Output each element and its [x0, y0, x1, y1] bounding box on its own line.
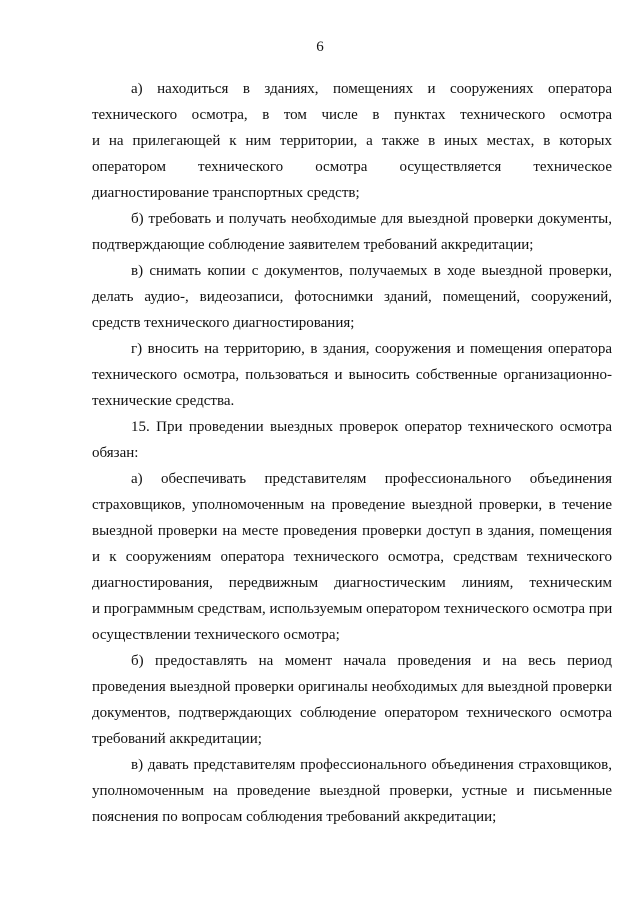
paragraph-a-line-5: диагностирование транспортных средств;	[92, 185, 360, 201]
section-15-line-2: обязан:	[92, 445, 139, 461]
paragraph-a-line-4: оператором технического осмотра осуществляется техническое	[92, 159, 612, 175]
obligation-a-line-5: диагностирования, передвижным диагностическим линиям, техническим	[92, 575, 612, 591]
paragraph-v-line-3: средств технического диагностирования;	[92, 315, 355, 331]
obligation-a-line-3: выездной проверки на месте проведения проверки доступ в здания, помещения	[92, 523, 612, 539]
obligation-v-line-2: уполномоченным на проведение выездной проверки, устные и письменные	[92, 783, 612, 799]
obligation-a-line-1: а) обеспечивать представителям профессионального объединения	[131, 471, 612, 487]
paragraph-a-line-2: технического осмотра, в том числе в пунктах технического осмотра	[92, 107, 612, 123]
paragraph-b-line-1: б) требовать и получать необходимые для выездной проверки документы,	[131, 211, 612, 227]
section-15-line-1: 15. При проведении выездных проверок оператор технического осмотра	[131, 419, 612, 435]
obligation-b-line-3: документов, подтверждающих соблюдение оператором технического осмотра	[92, 705, 612, 721]
obligation-v-line-1: в) давать представителям профессионального объединения страховщиков,	[131, 757, 612, 773]
paragraph-g-line-2: технического осмотра, пользоваться и выносить собственные организационно-	[92, 367, 612, 383]
paragraph-a-line-1: а) находиться в зданиях, помещениях и сооружениях оператора	[131, 81, 612, 97]
paragraph-g-line-3: технические средства.	[92, 393, 235, 409]
obligation-a-line-2: страховщиков, уполномоченным на проведение выездной проверки, в течение	[92, 497, 612, 513]
obligation-a-line-4: и к сооружениям оператора технического осмотра, средствам технического	[92, 549, 612, 565]
obligation-b-line-4: требований аккредитации;	[92, 731, 262, 747]
obligation-a-line-7: осуществлении технического осмотра;	[92, 627, 340, 643]
obligation-a-line-6: и программным средствам, используемым оператором технического осмотра при	[92, 601, 613, 617]
obligation-b-line-1: б) предоставлять на момент начала проведения и на весь период	[131, 653, 612, 669]
paragraph-v-line-1: в) снимать копии с документов, получаемых в ходе выездной проверки,	[131, 263, 612, 279]
paragraph-v-line-2: делать аудио-, видеозаписи, фотоснимки зданий, помещений, сооружений,	[92, 289, 612, 305]
paragraph-g-line-1: г) вносить на территорию, в здания, сооружения и помещения оператора	[131, 341, 612, 357]
obligation-v-line-3: пояснения по вопросам соблюдения требований аккредитации;	[92, 809, 497, 825]
page-number: 6	[316, 39, 324, 55]
obligation-b-line-2: проведения выездной проверки оригиналы необходимых для выездной проверки	[92, 679, 612, 695]
paragraph-a-line-3: и на прилегающей к ним территории, а также в иных местах, в которых	[92, 133, 612, 149]
paragraph-b-line-2: подтверждающие соблюдение заявителем требований аккредитации;	[92, 237, 534, 253]
